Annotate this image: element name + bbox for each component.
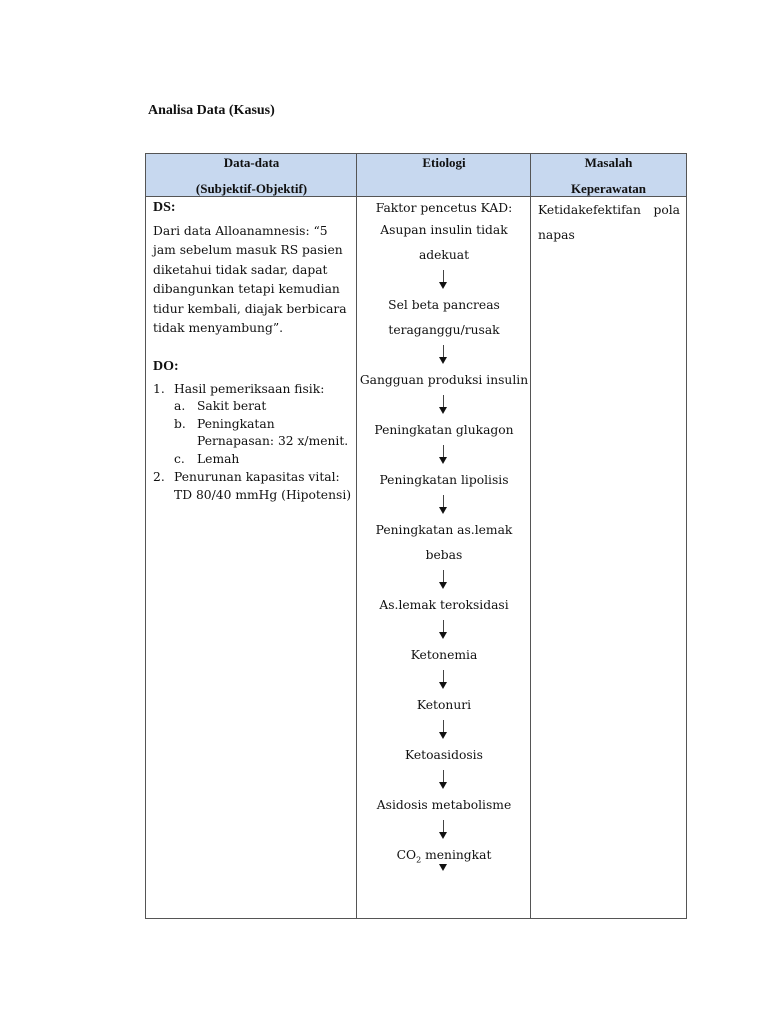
etiologi-step: Ketoasidosis bbox=[405, 748, 483, 762]
do-item-text: Penurunan kapasitas vital: TD 80/40 mmHg (Hipotensi) bbox=[174, 470, 352, 502]
do-sub-item bbox=[174, 451, 353, 469]
do-sub-text: Lemah bbox=[197, 451, 240, 466]
do-item-number: 1. bbox=[153, 382, 165, 396]
header-data-line1: Data-data bbox=[223, 155, 280, 170]
flow-arrow-icon bbox=[358, 768, 530, 793]
header-masalah-line2: Keperawatan bbox=[570, 181, 647, 196]
column-divider bbox=[530, 154, 531, 918]
etiologi-step: Asidosis metabolisme bbox=[376, 798, 512, 812]
data-column bbox=[153, 198, 353, 504]
do-sub-text: Peningkatan Pernapasan: 32 x/menit. bbox=[197, 416, 349, 448]
etiologi-step: Peningkatan glukagon bbox=[374, 423, 514, 437]
masalah-text: Ketidakefektifan pola napas bbox=[538, 203, 680, 242]
column-divider bbox=[356, 154, 357, 918]
ds-label: DS: bbox=[153, 200, 176, 215]
page-title: Analisa Data (Kasus) bbox=[148, 103, 275, 118]
do-list bbox=[153, 380, 353, 504]
flow-arrow-icon bbox=[358, 443, 530, 468]
header-data bbox=[146, 150, 357, 202]
etiologi-intro: Faktor pencetus KAD: bbox=[375, 201, 513, 215]
etiologi-step: Gangguan produksi insulin bbox=[359, 373, 529, 387]
last-step-suffix: meningkat bbox=[421, 848, 492, 862]
do-item bbox=[153, 468, 353, 504]
do-item-text: Hasil pemeriksaan fisik: bbox=[174, 382, 325, 396]
flow-arrow-icon bbox=[358, 493, 530, 518]
last-step-prefix: CO bbox=[396, 848, 417, 862]
do-item bbox=[153, 380, 353, 468]
flow-arrow-icon bbox=[358, 268, 530, 293]
do-label: DO: bbox=[153, 358, 179, 374]
header-etiologi: Etiologi bbox=[422, 155, 466, 170]
etiologi-steps bbox=[358, 218, 530, 872]
header-masalah bbox=[531, 150, 686, 202]
last-step-subscript: 2 bbox=[416, 855, 422, 865]
table-header bbox=[146, 154, 686, 197]
etiologi-column bbox=[358, 198, 530, 872]
ds-text: Dari data Alloanamnesis: “5 jam sebelum masuk RS pasien diketahui tidak sadar, dapat dibangunkan tetapi kemudian tidur kembali, diajak berbicara tidak menyambung”. bbox=[153, 223, 347, 335]
header-data-line2: (Subjektif-Objektif) bbox=[195, 181, 308, 196]
flow-arrow-icon bbox=[358, 343, 530, 368]
etiologi-step: As.lemak teroksidasi bbox=[379, 598, 509, 612]
do-sub-letter: a. bbox=[174, 399, 186, 413]
do-sub-item bbox=[174, 398, 353, 416]
do-sub-text: Sakit berat bbox=[197, 399, 267, 413]
header-masalah-line1: Masalah bbox=[584, 155, 633, 170]
etiologi-step: Ketonuri bbox=[416, 698, 472, 712]
do-sub-letter: b. bbox=[174, 416, 186, 431]
flow-arrow-icon bbox=[358, 568, 530, 593]
flow-arrow-icon bbox=[358, 393, 530, 418]
flow-arrow-icon bbox=[358, 718, 530, 743]
do-sub-letter: c. bbox=[174, 451, 185, 466]
etiologi-step: Peningkatan lipolisis bbox=[379, 473, 509, 487]
etiologi-step: Asupan insulin tidak adekuat bbox=[380, 223, 508, 262]
flow-arrow-icon bbox=[358, 862, 530, 872]
analysis-table bbox=[145, 153, 687, 919]
flow-arrow-icon bbox=[358, 818, 530, 843]
flow-arrow-icon bbox=[358, 618, 530, 643]
flow-arrow-icon bbox=[358, 668, 530, 693]
etiologi-step: Ketonemia bbox=[410, 648, 478, 662]
do-item-number: 2. bbox=[153, 470, 165, 484]
etiologi-step: Sel beta pancreas teraganggu/rusak bbox=[388, 298, 500, 337]
masalah-column bbox=[538, 198, 680, 248]
do-sub-list bbox=[174, 398, 353, 468]
do-sub-item bbox=[174, 416, 353, 451]
etiologi-step: Peningkatan as.lemak bebas bbox=[375, 523, 513, 562]
